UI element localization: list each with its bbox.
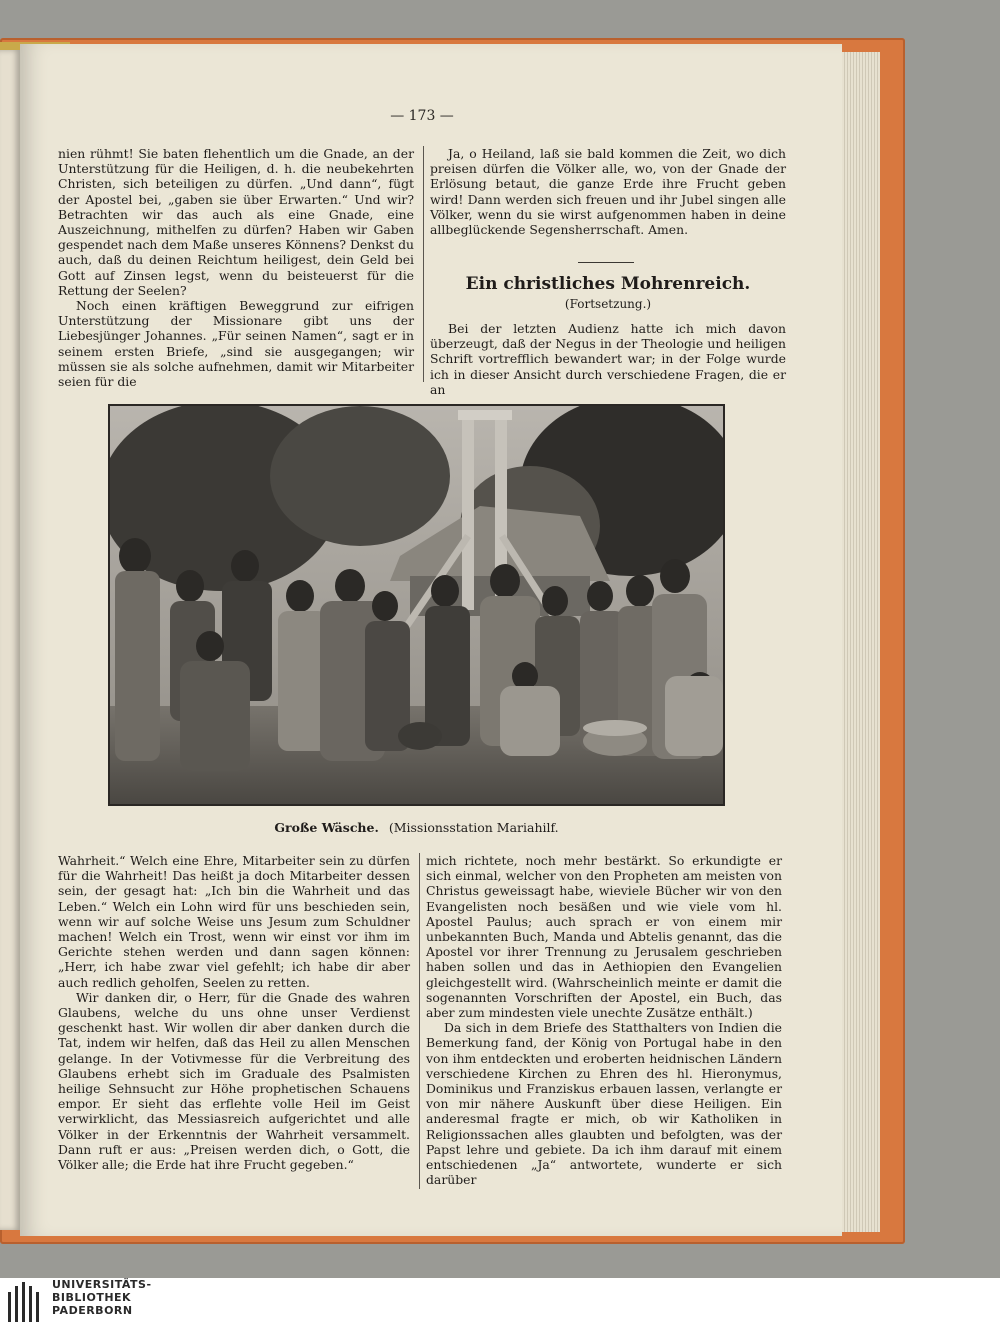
paragraph: nien rühmt! Sie baten flehentlich um die Gnade, an der Unterstützung für die Heiligen, d. h. die neubekehrten Christen, sich beteiligen zu dürfen. „Und dann“, fügt der Apostel bei, „gaben sie über Erwarten.“ Und wir? Betrachten wir das auch als eine Gnade, eine Auszeichnung, mithelfen zu dürfen? Haben wir Gaben gespendet nach dem Maße unseres Könnens? Denkst du auch, daß du deinen Reichtum heiligest, dein Geld bei Gott auf Zinsen legst, wenn du beisteuerst für die Rettung der Seelen?	[58, 146, 414, 298]
paragraph: Wir danken dir, o Herr, für die Gnade des wahren Glaubens, welche du uns ohne unser Verdienst geschenkt hast. Wir wollen dir aber danken durch die Tat, indem wir helfen, daß das Heil zu allen Menschen gelange. In der Votivmesse für die Verbreitung des Glaubens erhebt sich im Graduale des Psalmisten heilige Sehnsucht zur Höhe prophetischen Schauens empor. Er sieht das erflehte volle Heil im Geist verwirklicht, das Messiasreich aufgerichtet und alle Völker in der Erkenntnis der Wahrheit versammelt. Dann ruft er aus: „Preisen werden dich, o Gott, die Völker alle; die Erde hat ihre Frucht gegeben.“	[58, 989, 410, 1173]
paragraph: mich richtete, noch mehr bestärkt. So erkundigte er sich einmal, welcher von den Propheten am meisten von Christus geweissagt habe, wieviele Bücher wir von den Evangelisten noch besäßen und wie viele vom hl. Apostel Paulus; auch sprach er von einem mir unbekannten Buch, Manda und Abtelis genannt, das die Apostel vor ihrer Trennung zu Jerusalem geschrieben haben sollen und das in Aethiopien den Evangelien gleichgestellt wird. (Wahrscheinlich meinte er damit die sogenannten Vorschriften der Apostel, ein Buch, das aber zum mindesten viele unechte Zusätze enthält.)	[426, 853, 782, 1021]
article-intro	[430, 321, 786, 397]
library-logo-text	[52, 1278, 252, 1317]
paragraph: Da sich in dem Briefe des Statthalters von Indien die Bemerkung fand, der König von Portugal habe in den von ihm entdeckten und eroberten heidnischen Ländern verschiedene Kirchen zu Ehren des hl. Hieronymus, Dominikus und Franziskus erbauen lassen, verlangte er von mir nähere Auskunft über diese Heiligen. Ein anderesmal fragte er mich, ob wir Katholiken in Religionssachen alles glaubten und befolgten, was der Papst lehre und gebiete. Da ich ihm darauf mit einem entschiedenen „Ja“ antwortete, wunderte er sich darüber	[426, 1020, 782, 1188]
article-subtitle: (Fortsetzung.)	[564, 297, 652, 311]
library-logo-icon	[6, 1282, 46, 1326]
logo-line: PADERBORN	[52, 1304, 133, 1317]
title-rule	[578, 262, 634, 263]
figure-caption	[108, 820, 725, 835]
column-divider	[419, 853, 420, 1189]
caption-text: (Missionsstation Mariahilf.	[388, 820, 559, 835]
page-number: — 173 —	[390, 108, 454, 124]
paragraph: Wahrheit.“ Welch eine Ehre, Mitarbeiter sein zu dürfen für die Wahrheit! Das heißt ja doch Mitarbeiter dessen sein, der gesagt hat: „Ich bin die Wahrheit und das Leben.“ Welch ein Lohn wird für uns beschieden sein, wenn wir auf solche Weise uns Jesum zum Schuldner machen! Welch ein Trost, wenn wir einst vor ihm im Gerichte stehen werden und dann sagen können: „Herr, ich habe zwar viel gefehlt; ich habe dir aber auch redlich geholfen, Seelen zu retten.	[58, 853, 410, 990]
right-column-top	[430, 146, 786, 237]
paragraph: Ja, o Heiland, laß sie bald kommen die Zeit, wo dich preisen dürfen die Völker alle, wo, von der Gnade der Erlösung betaut, die ganze Erde ihre Frucht geben wird! Dann werden sich freuen und ihr Jubel singen alle Völker, wenn du sie wirst aufgenommen haben in deine allbeglückende Segensherrschaft. Amen.	[430, 146, 786, 238]
paragraph: Bei der letzten Audienz hatte ich mich davon überzeugt, daß der Negus in der Theologie und heiligen Schrift vortrefflich bewandert war; in der Folge wurde ich in dieser Ansicht durch verschiedene Fragen, die er an	[430, 321, 786, 397]
paragraph: Noch einen kräftigen Beweggrund zur eifrigen Unterstützung der Missionare gibt uns der Liebesjünger Johannes. „Für seinen Namen“, sagt er in seinem ersten Briefe, „sind sie ausgegangen; wir müssen sie als solche aufnehmen, damit wir Mitarbeiter seien für die	[58, 298, 414, 390]
logo-line: BIBLIOTHEK	[52, 1291, 132, 1304]
photograph	[108, 404, 725, 806]
left-column-bottom	[58, 853, 410, 1172]
left-page-edge	[0, 50, 20, 1230]
logo-line: UNIVERSITÄTS-	[52, 1278, 152, 1291]
right-column-bottom	[426, 853, 782, 1187]
caption-title: Große Wäsche.	[274, 820, 379, 835]
left-column-top	[58, 146, 414, 389]
article-title: Ein christliches Mohrenreich.	[465, 274, 751, 294]
photograph-image	[110, 406, 723, 804]
page-stack-edge	[842, 52, 880, 1232]
column-divider	[423, 146, 424, 382]
